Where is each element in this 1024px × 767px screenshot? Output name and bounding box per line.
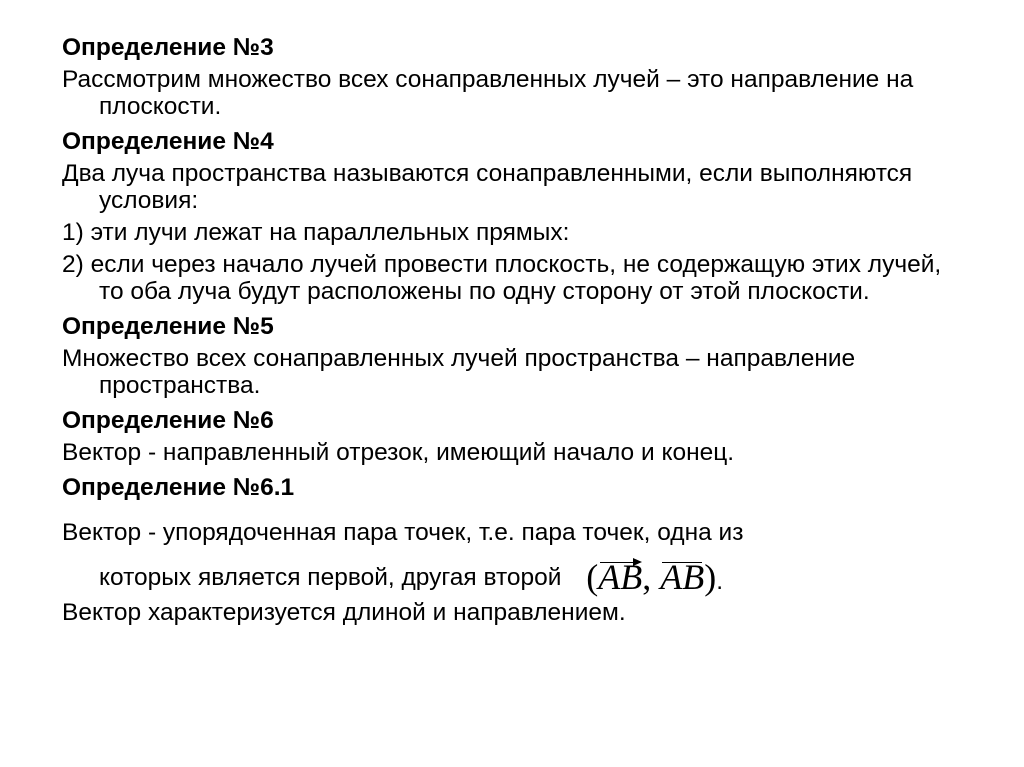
vector-ab-bar: AB: [660, 557, 705, 597]
definition-5-text: Множество всех сонаправленных лучей пространства – направление пространства.: [62, 345, 856, 399]
definition-6-1-text: [62, 519, 962, 597]
definition-6-1-line-2-wrap: [62, 557, 962, 597]
vector-pair-formula: [586, 557, 723, 597]
definition-6-1-line-2: которых является первой, другая второй: [99, 564, 562, 591]
closing-text: Вектор характеризуется длиной и направлением.: [62, 599, 626, 626]
formula-open-paren: (: [586, 557, 599, 597]
vector-ab-arrow: AB: [598, 557, 643, 597]
definition-3-heading: Определение №3: [62, 34, 274, 61]
definition-6-heading: Определение №6: [62, 407, 274, 434]
definition-4-heading: Определение №4: [62, 128, 274, 155]
definition-3-text: Рассмотрим множество всех сонаправленных лучей – это направление на плоскости.: [62, 66, 914, 120]
definition-6-1-line-1: Вектор - упорядоченная пара точек, т.е. пара точек, одна из: [62, 519, 744, 546]
definition-6-1-heading: Определение №6.1: [62, 474, 295, 501]
slide-content: [62, 34, 962, 626]
formula-period: .: [716, 568, 724, 595]
formula-comma: ,: [642, 557, 652, 597]
definition-6-text: Вектор - направленный отрезок, имеющий начало и конец.: [62, 439, 735, 466]
formula-close-paren: ): [704, 557, 717, 597]
definition-4-text: Два луча пространства называются сонаправленными, если выполняются условия:: [62, 160, 913, 214]
definition-4-condition-1: 1) эти лучи лежат на параллельных прямых:: [62, 219, 570, 246]
definition-5-heading: Определение №5: [62, 313, 274, 340]
definition-4-condition-2: 2) если через начало лучей провести плоскость, не содержащую этих лучей, то оба луча будут расположены по одну сторону от этой плоскости.: [62, 251, 942, 305]
